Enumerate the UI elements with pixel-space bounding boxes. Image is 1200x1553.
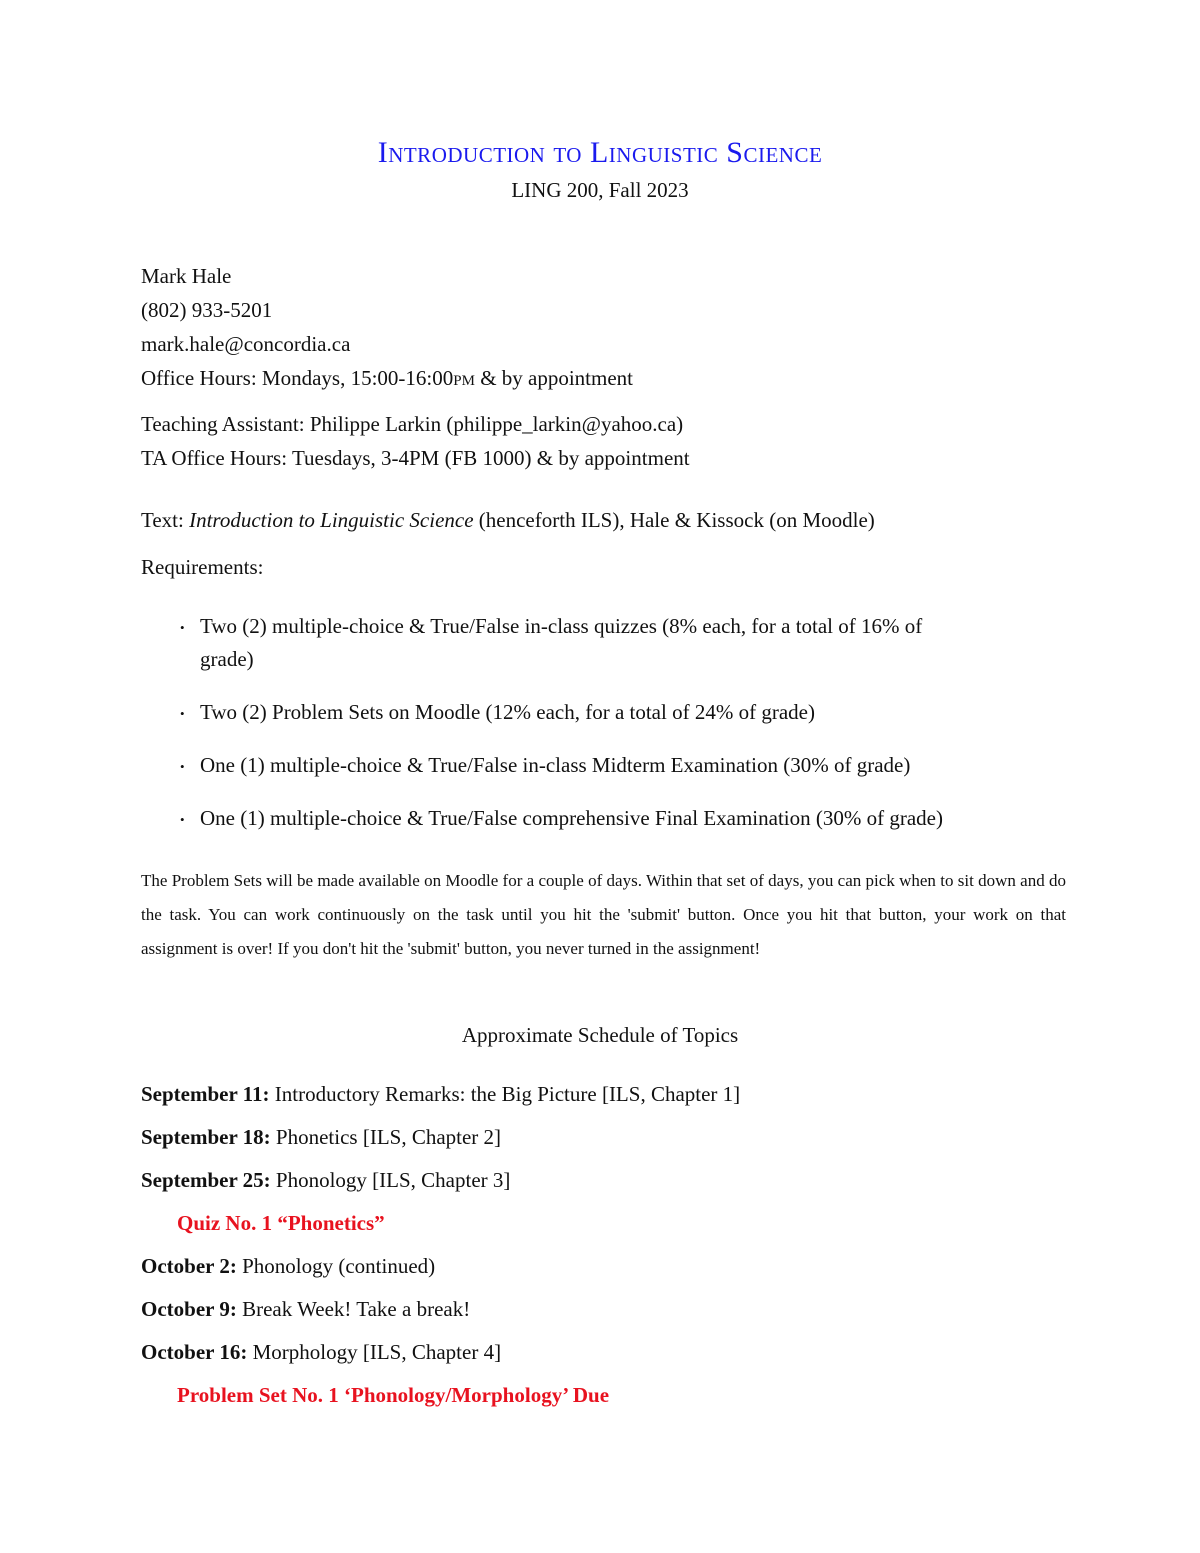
instructor-name: Mark Hale <box>141 264 232 288</box>
requirement-item-cont: grade) <box>200 647 254 671</box>
requirement-item: Two (2) Problem Sets on Moodle (12% each, for a total of 24% of grade) <box>200 700 815 724</box>
schedule-topic: Introductory Remarks: the Big Picture [ILS, Chapter 1] <box>269 1082 741 1106</box>
bullet-marker: • <box>180 812 185 827</box>
textbook-suffix: (henceforth ILS), Hale & Kissock (on Moodle) <box>473 508 875 532</box>
schedule-topic: Phonology [ILS, Chapter 3] <box>270 1168 511 1192</box>
schedule-heading: Approximate Schedule of Topics <box>461 1023 739 1047</box>
bullet-marker: • <box>180 706 185 721</box>
requirement-item: One (1) multiple-choice & True/False in-class Midterm Examination (30% of grade) <box>200 753 911 777</box>
schedule-entry <box>141 1297 470 1322</box>
schedule-entry <box>141 1340 501 1365</box>
ta-office-hours: TA Office Hours: Tuesdays, 3-4PM (FB 1000) & by appointment <box>141 446 690 470</box>
textbook-prefix: Text: <box>141 508 190 532</box>
schedule-entry <box>141 1168 510 1193</box>
office-hours-suffix: & by appointment <box>474 366 634 390</box>
office-hours <box>141 366 633 391</box>
schedule-entry <box>141 1254 435 1279</box>
ta-info: Teaching Assistant: Philippe Larkin (philippe_larkin@yahoo.ca) <box>141 412 684 436</box>
schedule-date: October 2: <box>141 1254 237 1278</box>
problem-set-due: Problem Set No. 1 ‘Phonology/Morphology’ Due <box>177 1383 610 1407</box>
schedule-date: September 25: <box>141 1168 271 1192</box>
schedule-topic: Phonology (continued) <box>236 1254 436 1278</box>
schedule-topic: Morphology [ILS, Chapter 4] <box>247 1340 502 1364</box>
office-hours-pm: pm <box>453 366 475 390</box>
bullet-marker: • <box>180 759 185 774</box>
instructor-email: mark.hale@concordia.ca <box>141 332 351 356</box>
course-subtitle: LING 200, Fall 2023 <box>511 178 689 202</box>
schedule-entry <box>141 1125 501 1150</box>
schedule-date: September 11: <box>141 1082 270 1106</box>
schedule-topic: Phonetics [ILS, Chapter 2] <box>270 1125 502 1149</box>
schedule-date: October 16: <box>141 1340 248 1364</box>
schedule-date: September 18: <box>141 1125 271 1149</box>
schedule-entry <box>141 1082 740 1107</box>
schedule-date: October 9: <box>141 1297 237 1321</box>
requirement-item: One (1) multiple-choice & True/False comprehensive Final Examination (30% of grade) <box>200 806 943 830</box>
course-title: Introduction to Linguistic Science <box>377 136 823 169</box>
bullet-marker: • <box>180 620 185 635</box>
textbook-title: Introduction to Linguistic Science <box>189 508 474 532</box>
instructor-phone: (802) 933-5201 <box>141 298 273 322</box>
requirements-heading: Requirements: <box>141 555 264 579</box>
office-hours-time: Office Hours: Mondays, 15:00-16:00 <box>141 366 454 390</box>
requirement-item: Two (2) multiple-choice & True/False in-class quizzes (8% each, for a total of 16% of <box>200 614 923 638</box>
schedule-topic: Break Week! Take a break! <box>236 1297 471 1321</box>
quiz-due: Quiz No. 1 “Phonetics” <box>177 1211 385 1235</box>
problem-sets-note: The Problem Sets will be made available on Moodle for a couple of days. Within that set of days, you can pick when to sit down and do the task. You can work continuously on the task until you hit the 'submit' button. Once you hit that button, your work on that assignment is over! If you don't hit the 'submit' button, you never turned in the assignment! <box>141 871 1066 958</box>
textbook-line <box>141 508 875 533</box>
